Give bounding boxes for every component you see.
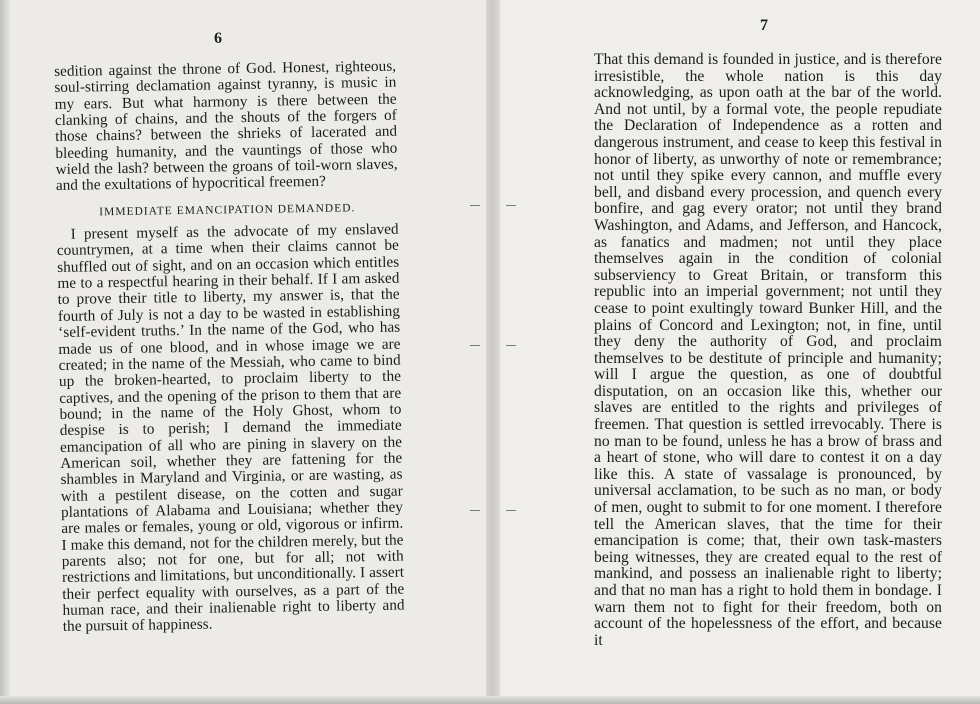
left-page-text [54, 59, 405, 636]
gutter-mark [470, 345, 480, 346]
right-body-paragraph: That this demand is founded in justice, and is therefore irresistible, the whole nation is this day acknowledging, as upon oath at the bar of the world. And not until, by a formal vote, the people repudiate the Declaration of Independence as a rotten and dangerous instrument, and cease to keep this festival in honor of liberty, as unworthy of note or remembrance; not until they spike every cannon, and muffle every bell, and disband every procession, and quench every bonfire, and gag every orator; not until they brand Washington, and Adams, and Jefferson, and Hancock, as fanatics and madmen; not until they place themselves again in the condition of colonial subserviency to Great Britain, or transform this republic into an imperial government; not until they cease to point exultingly toward Bunker Hill, and the plains of Concord and Lexington; not, in fine, until they deny the authority of God, and proclaim themselves to be destitute of principle and humanity; will I argue the question, as one of doubtful disputation, on an occasion like this, whether our slaves are entitled to the rights and privileges of freemen. That question is settled irrevocably. There is no man to be found, unless he has a brow of brass and a heart of stone, who will dare to contest it on a day like this. A state of vassalage is pronounced, by universal acclamation, to be such as no man, or body of men, ought to submit to for one moment. I therefore tell the American slaves, that the time for their emancipation is come; that, their own task-masters being witnesses, they are created equal to the rest of mankind, and possess an inalienable right to liberty; and that no man has a right to hold them in bondage. I warn them not to fight for their freedom, both on account of the hopelessness of the effort, and because it [594, 51, 942, 649]
gutter-mark [506, 510, 516, 511]
gutter-mark [506, 205, 516, 206]
right-page [492, 0, 980, 704]
left-body-paragraph: I present myself as the advocate of my enslaved countrymen, at a time when their claims cannot be shuffled out of sight, and on an occasion which entitles me to a respectful hearing in their behalf. If I am asked to prove their title to liberty, my answer is, that the fourth of July is not a day to be wasted in establishing ‘self-evident truths.’ In the name of the God, who has made us of one blood, and in whose image we are created; in the name of the Messiah, who came to bind up the broken-hearted, to proclaim liberty to the captives, and the opening of the prison to them that are bound; in the name of the Holy Ghost, whom to despise is to perish; I demand the immediate emancipation of all who are pining in slavery on the American soil, whether they are fattening for the shambles in Maryland and Virginia, or are wasting, as with a pestilent disease, on the cotten and sugar plantations of Alabama and Louisiana; whether they are males or females, young or old, vigorous or infirm. I make this demand, not for the children merely, but the parents also; not for one, but for all; not with restrictions and limitations, but unconditionally. I assert their perfect equality with ourselves, as a part of the human race, and their inalienable right to liberty and the pursuit of happiness. [56, 220, 405, 636]
left-page-edge [0, 0, 10, 704]
left-opening-paragraph: sedition against the throne of God. Honest, righteous, soul-stirring declamation against tyranny, is music in my ears. But what harmony is there between the clanking of chains, and the shouts of the forgers of those chains? between the shrieks of lacerated and bleeding humanity, and the vauntings of those who wield the lash? between the groans of toil-worn slaves, and the exultations of hypocritical freemen? [53, 57, 398, 195]
gutter-mark [470, 510, 480, 511]
right-page-text [594, 52, 942, 649]
section-heading: IMMEDIATE EMANCIPATION DEMANDED. [99, 202, 356, 219]
bottom-page-edge [0, 696, 980, 704]
left-page-number: 6 [214, 30, 222, 47]
book-gutter [486, 0, 500, 704]
gutter-mark [470, 205, 480, 206]
gutter-mark [506, 345, 516, 346]
right-page-number: 7 [760, 17, 768, 34]
